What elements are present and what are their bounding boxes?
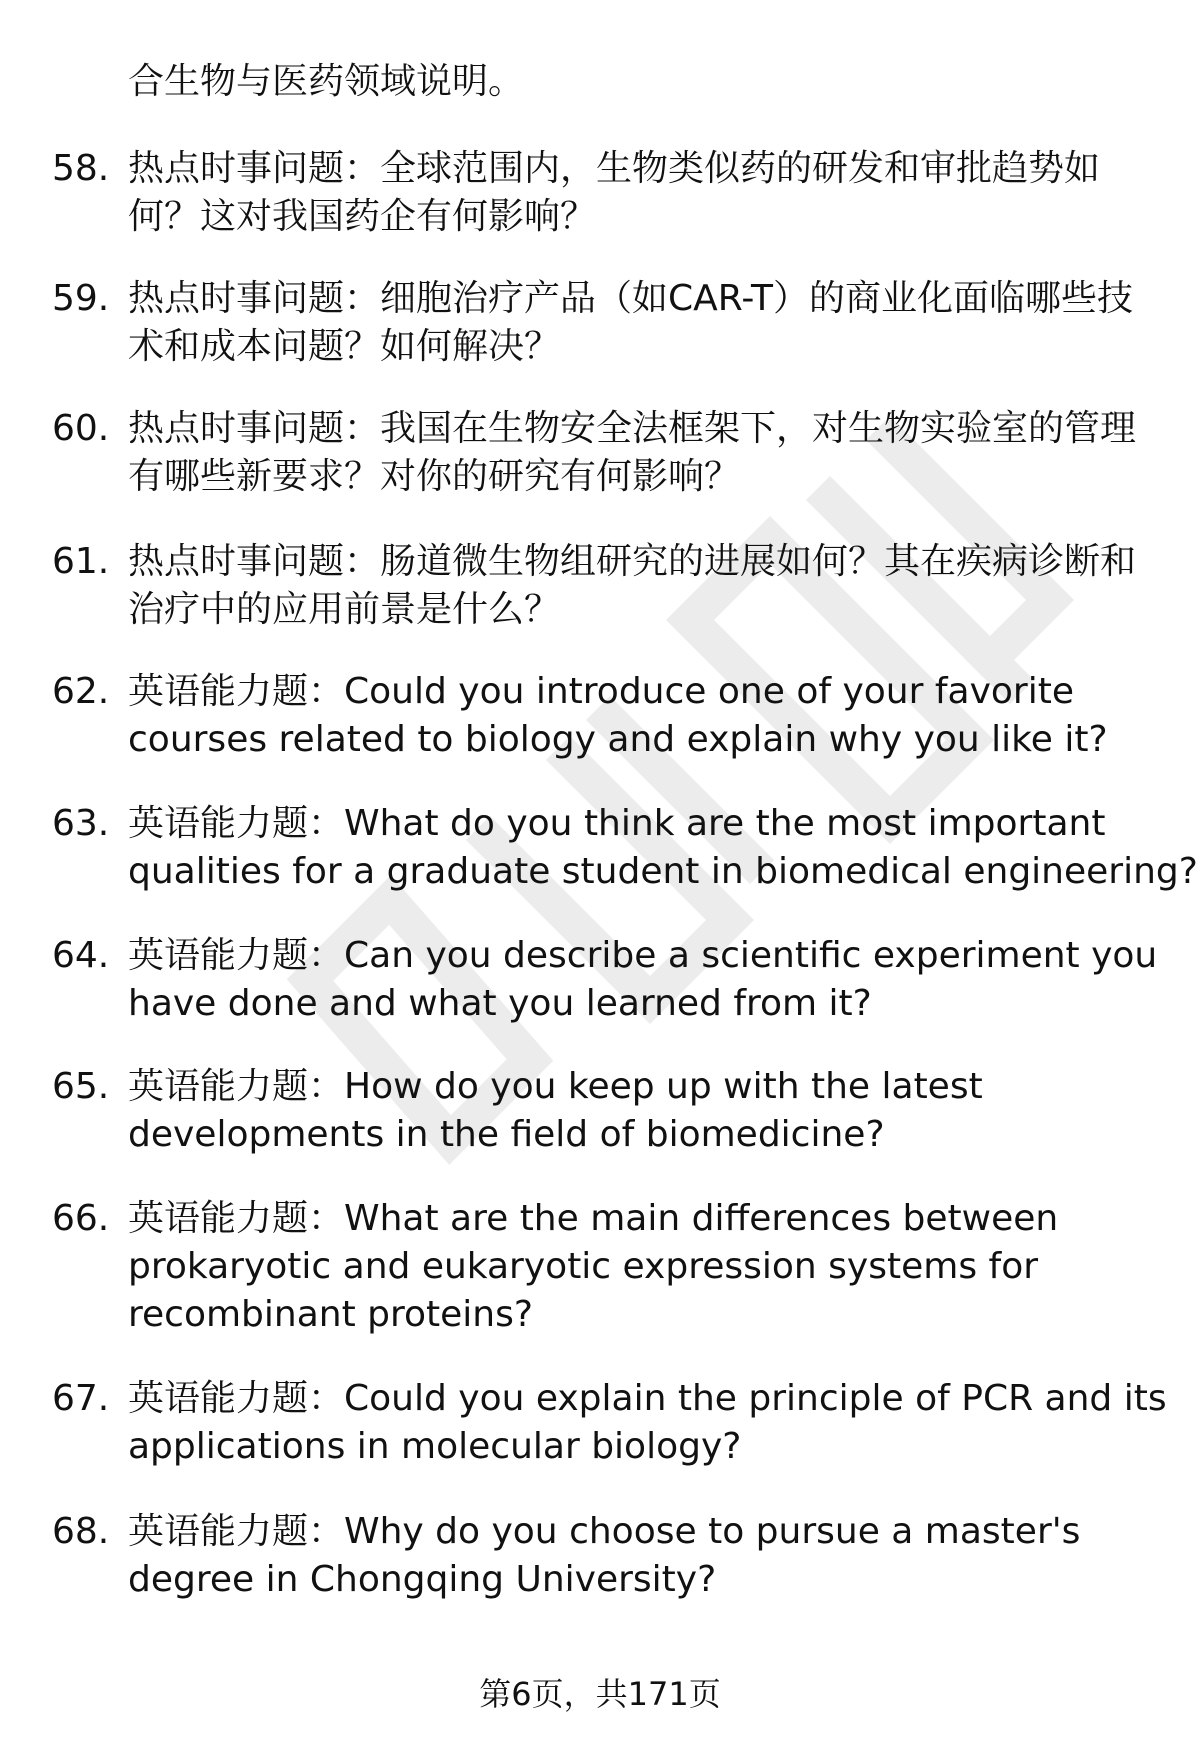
question-text	[128, 1508, 1200, 1604]
question-text	[128, 1063, 1200, 1159]
question-line: 何？这对我国药企有何影响？	[128, 196, 597, 237]
question-number: 63.	[52, 803, 110, 844]
question-text	[128, 275, 1200, 371]
question-line: applications in molecular biology?	[128, 1426, 742, 1467]
question-line: 英语能力题：Why do you choose to pursue a master's	[128, 1511, 1081, 1552]
question-line: recombinant proteins?	[128, 1294, 533, 1335]
question-line: 热点时事问题：细胞治疗产品（如CAR-T）的商业化面临哪些技	[128, 278, 1133, 319]
question-text	[128, 668, 1200, 764]
question-line: 英语能力题：What are the main differences between	[128, 1198, 1059, 1239]
question-number: 67.	[52, 1378, 110, 1419]
page-footer: 第6页，共171页	[479, 1675, 721, 1713]
question-line: degree in Chongqing University?	[128, 1559, 717, 1600]
question-line: prokaryotic and eukaryotic expression systems for	[128, 1246, 1039, 1287]
question-line: 英语能力题：Can you describe a scientific experiment you	[128, 935, 1158, 976]
question-number: 64.	[52, 935, 110, 976]
question-line: courses related to biology and explain why you like it?	[128, 719, 1108, 760]
question-line: 英语能力题：Could you introduce one of your favorite	[128, 671, 1074, 712]
question-line: 热点时事问题：全球范围内，生物类似药的研发和审批趋势如	[128, 148, 1101, 189]
question-line: have done and what you learned from it?	[128, 983, 872, 1024]
question-number: 68.	[52, 1511, 110, 1552]
question-line: 术和成本问题？如何解决？	[128, 326, 561, 367]
question-line: 英语能力题：What do you think are the most important	[128, 803, 1106, 844]
question-line: 热点时事问题：我国在生物安全法框架下，对生物实验室的管理	[128, 408, 1137, 449]
question-line: 英语能力题：Could you explain the principle of PCR and its	[128, 1378, 1167, 1419]
question-line: 有哪些新要求？对你的研究有何影响？	[128, 456, 741, 497]
question-text	[128, 405, 1200, 501]
question-text	[128, 538, 1200, 634]
continuation-text: 合生物与医药领域说明。	[128, 61, 525, 102]
question-number: 59.	[52, 278, 110, 319]
question-number: 61.	[52, 541, 110, 582]
question-line: 英语能力题：How do you keep up with the latest	[128, 1066, 983, 1107]
question-text	[128, 800, 1200, 896]
question-line: 热点时事问题：肠道微生物组研究的进展如何？其在疾病诊断和	[128, 541, 1137, 582]
question-number: 58.	[52, 148, 110, 189]
question-number: 60.	[52, 408, 110, 449]
question-text	[128, 1375, 1200, 1471]
question-text	[128, 932, 1200, 1028]
question-line: 治疗中的应用前景是什么？	[128, 589, 561, 630]
question-text	[128, 1195, 1200, 1339]
question-line: developments in the field of biomedicine?	[128, 1114, 885, 1155]
question-number: 65.	[52, 1066, 110, 1107]
question-number: 62.	[52, 671, 110, 712]
question-text	[128, 145, 1200, 241]
question-number: 66.	[52, 1198, 110, 1239]
question-line: qualities for a graduate student in biomedical engineering?	[128, 851, 1198, 892]
